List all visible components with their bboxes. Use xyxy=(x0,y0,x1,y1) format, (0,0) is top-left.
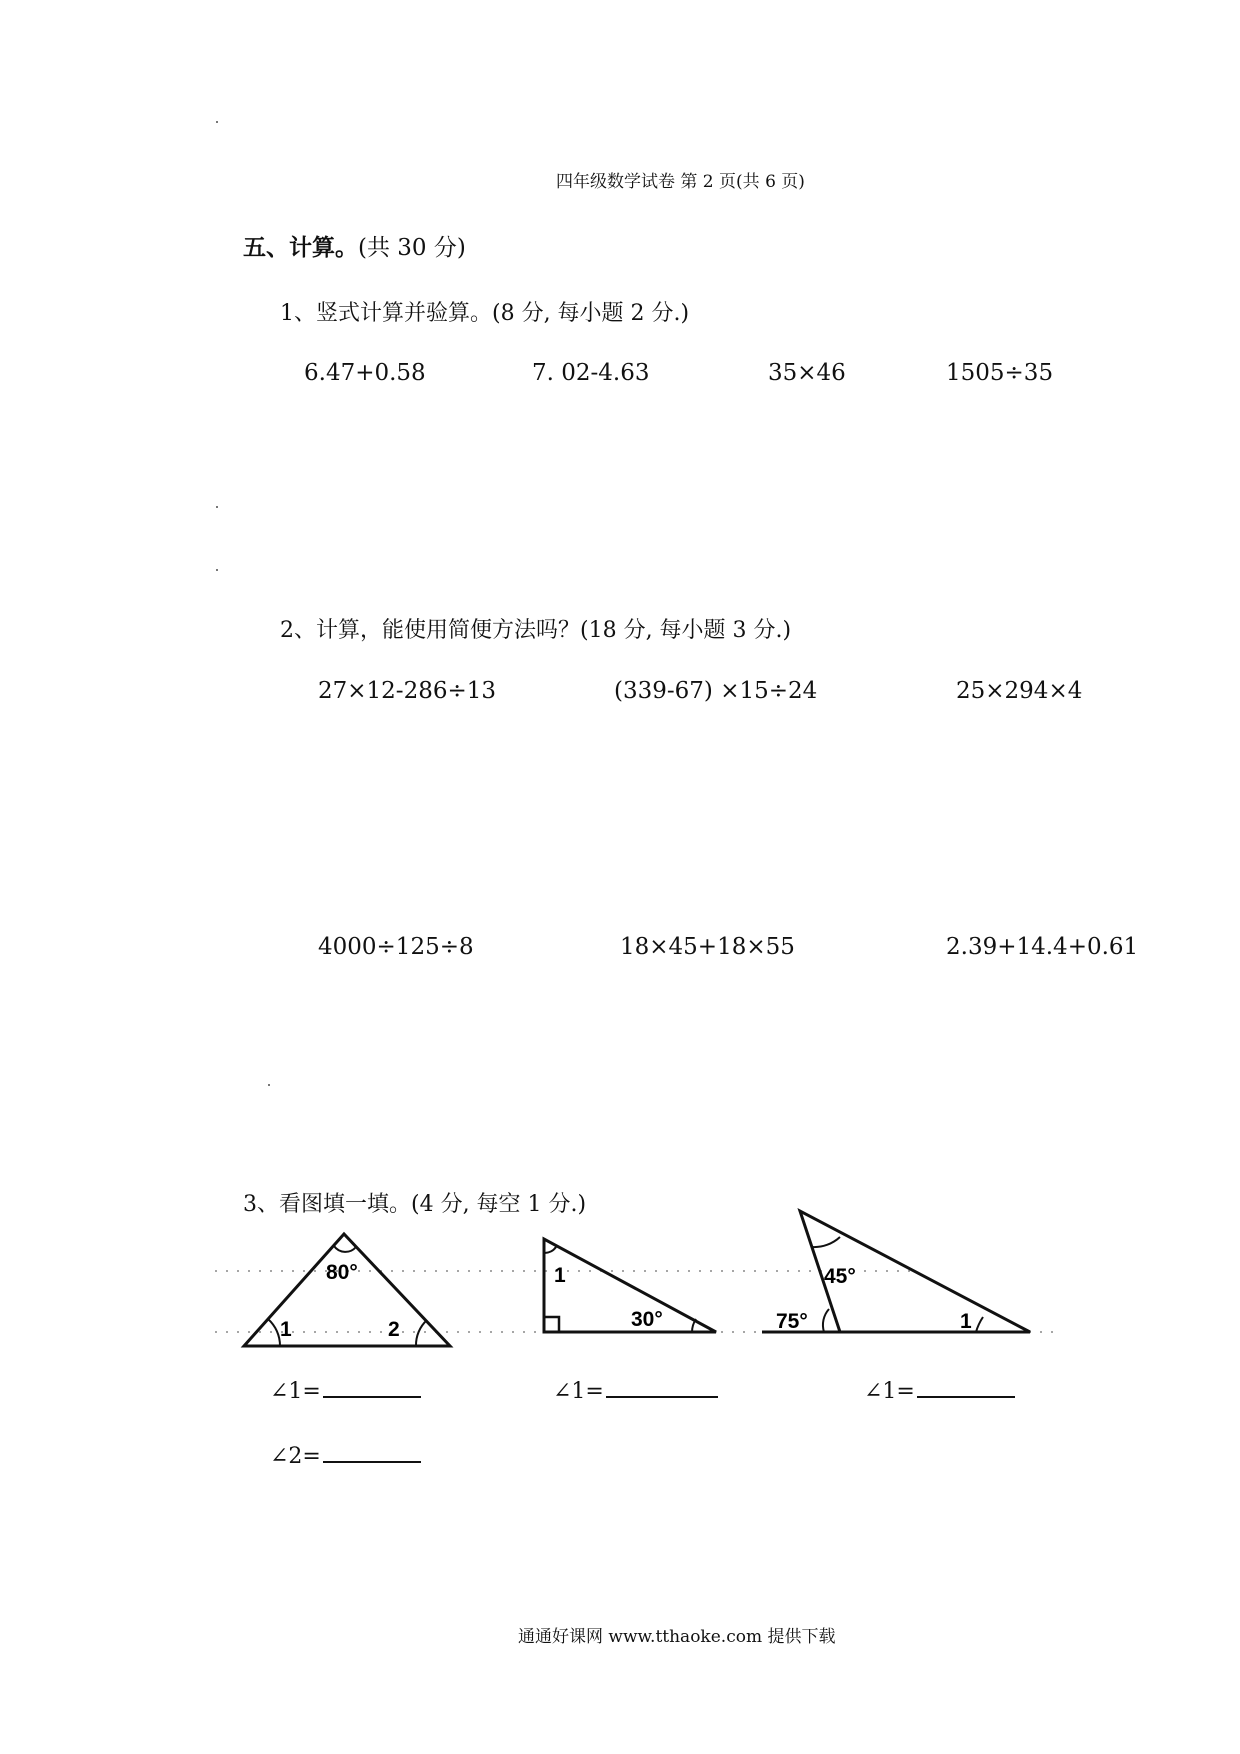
q2-item: 25×294×4 xyxy=(956,678,1083,704)
q2-item: 2.39+14.4+0.61 xyxy=(946,934,1139,960)
q1-item: 1505÷35 xyxy=(946,360,1054,386)
answer-blank[interactable] xyxy=(323,1441,421,1463)
fig3-top-angle: 45° xyxy=(824,1265,856,1288)
figure-3-triangle xyxy=(762,1211,1030,1333)
section-points: (共 30 分) xyxy=(358,235,466,261)
answer-fig2-angle1 xyxy=(553,1376,718,1404)
section-title xyxy=(243,229,466,262)
fig1-label-1: 1 xyxy=(280,1318,292,1341)
q1-title: 1、竖式计算并验算。(8 分, 每小题 2 分.) xyxy=(280,301,690,326)
answer-label: ∠1= xyxy=(270,1379,321,1404)
answer-fig3-angle1 xyxy=(864,1376,1015,1404)
q2-item: 18×45+18×55 xyxy=(620,934,795,960)
fig2-label-1: 1 xyxy=(554,1264,566,1287)
q2-title: 2、计算，能使用简便方法吗？(18 分, 每小题 3 分.) xyxy=(280,618,792,643)
answer-fig1-angle2 xyxy=(270,1441,421,1469)
triangle-figures xyxy=(210,1195,1070,1365)
answer-blank[interactable] xyxy=(323,1376,421,1398)
page-footer: 通通好课网 www.tthaoke.com 提供下载 xyxy=(518,1627,836,1647)
answer-label: ∠1= xyxy=(864,1379,915,1404)
fig1-top-angle: 80° xyxy=(326,1261,358,1284)
scan-dot xyxy=(216,121,218,123)
q1-item: 7. 02-4.63 xyxy=(532,360,650,386)
q2-item: 27×12-286÷13 xyxy=(318,678,497,704)
q2-item: (339-67) ×15÷24 xyxy=(614,678,818,704)
q1-item: 35×46 xyxy=(768,360,846,386)
figure-1-triangle xyxy=(244,1234,450,1346)
figure-2-triangle xyxy=(544,1239,716,1332)
answer-label: ∠2= xyxy=(270,1444,321,1469)
scan-dot xyxy=(216,569,218,571)
answer-label: ∠1= xyxy=(553,1379,604,1404)
fig1-label-2: 2 xyxy=(388,1318,400,1341)
answer-blank[interactable] xyxy=(917,1376,1015,1398)
answer-fig1-angle1 xyxy=(270,1376,421,1404)
q3-title: 3、看图填一填。(4 分, 每空 1 分.) xyxy=(243,1192,587,1217)
page-header: 四年级数学试卷 第 2 页(共 6 页) xyxy=(556,172,805,192)
section-heading: 五、计算。 xyxy=(243,234,358,261)
q1-item: 6.47+0.58 xyxy=(304,360,426,386)
fig3-ext-angle: 75° xyxy=(776,1310,808,1333)
scan-dot xyxy=(216,506,218,508)
answer-blank[interactable] xyxy=(606,1376,718,1398)
scan-dot xyxy=(268,1084,270,1086)
fig3-label-1: 1 xyxy=(960,1310,972,1333)
fig2-angle: 30° xyxy=(631,1308,663,1331)
q2-item: 4000÷125÷8 xyxy=(318,934,474,960)
